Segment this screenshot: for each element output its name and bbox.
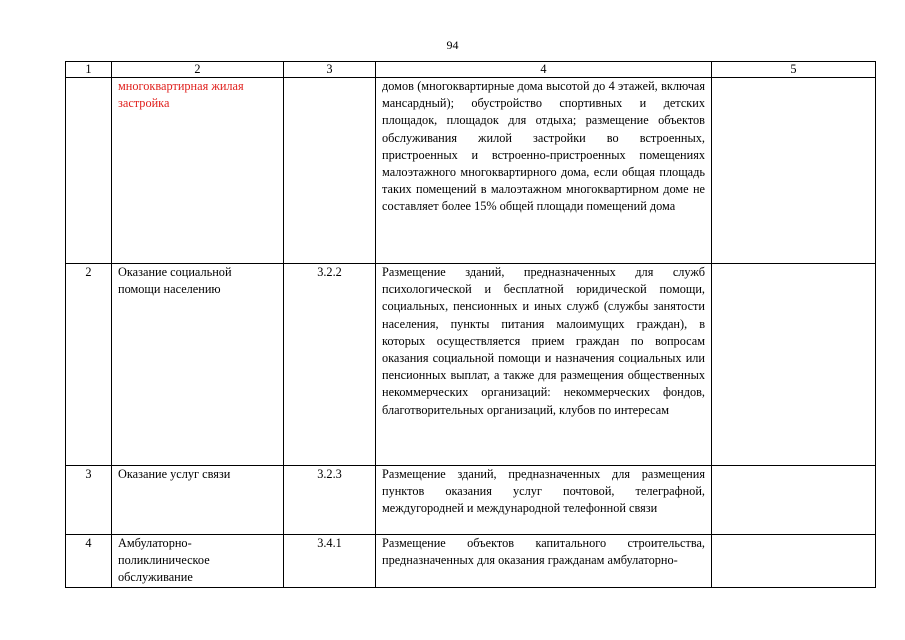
table-row (66, 466, 876, 535)
page-number: 94 (446, 38, 459, 52)
column-header-3: 3 (284, 62, 376, 78)
land-use-description-cell: домов (многоквартирные дома высотой до 4 этажей, включая мансардный); обустройство спортивных и детских площадок, площадок для отдыха; размещение объектов обслуживания жилой застройки во встроенных, пристроенных и встроенно-пристроенных помещениях малоэтажного многоквартирного дома, если общая площадь таких помещений в малоэтажном многоквартирном доме не составляет более 15% общей площади помещений дома (376, 78, 712, 264)
column-header-4: 4 (376, 62, 712, 78)
column-header-2: 2 (112, 62, 284, 78)
land-use-name: многоквартирная жилая застройка (118, 79, 244, 111)
row-number-cell (66, 78, 112, 264)
notes-cell (712, 78, 876, 264)
land-use-code-cell: 3.2.2 (284, 264, 376, 466)
notes-cell (712, 535, 876, 588)
land-use-description-cell: Размещение объектов капитального строительства, предназначенных для оказания гражданам амбулаторно- (376, 535, 712, 588)
table-row (66, 78, 876, 264)
land-use-name-cell (112, 78, 284, 264)
notes-cell (712, 264, 876, 466)
land-use-name-cell: Оказание услуг связи (112, 466, 284, 535)
land-use-description-cell: Размещение зданий, предназначенных для размещения пунктов оказания услуг почтовой, телеграфной, междугородней и международной телефонной связи (376, 466, 712, 535)
row-number-cell: 2 (66, 264, 112, 466)
row-number-cell: 3 (66, 466, 112, 535)
table-row (66, 264, 876, 466)
land-use-code-cell: 3.2.3 (284, 466, 376, 535)
notes-cell (712, 466, 876, 535)
table-header-row (66, 62, 876, 78)
column-header-5: 5 (712, 62, 876, 78)
column-header-1: 1 (66, 62, 112, 78)
row-number-cell: 4 (66, 535, 112, 588)
land-use-description-cell: Размещение зданий, предназначенных для служб психологической и бесплатной юридической помощи, социальных, пенсионных и иных служб (службы занятости населения, пункты питания малоимущих граждан), в которых осуществляется прием граждан по вопросам оказания социальной помощи и назначения социальных или пенсионных выплат, а также для размещения общественных некоммерческих организаций: некоммерческих фондов, благотворительных организаций, клубов по интересам (376, 264, 712, 466)
land-use-name-cell: Амбулаторно-поликлиническое обслуживание (112, 535, 284, 588)
land-use-code-cell (284, 78, 376, 264)
table-row (66, 535, 876, 588)
land-use-code-cell: 3.4.1 (284, 535, 376, 588)
land-use-name-cell: Оказание социальной помощи населению (112, 264, 284, 466)
document-table (65, 61, 876, 588)
